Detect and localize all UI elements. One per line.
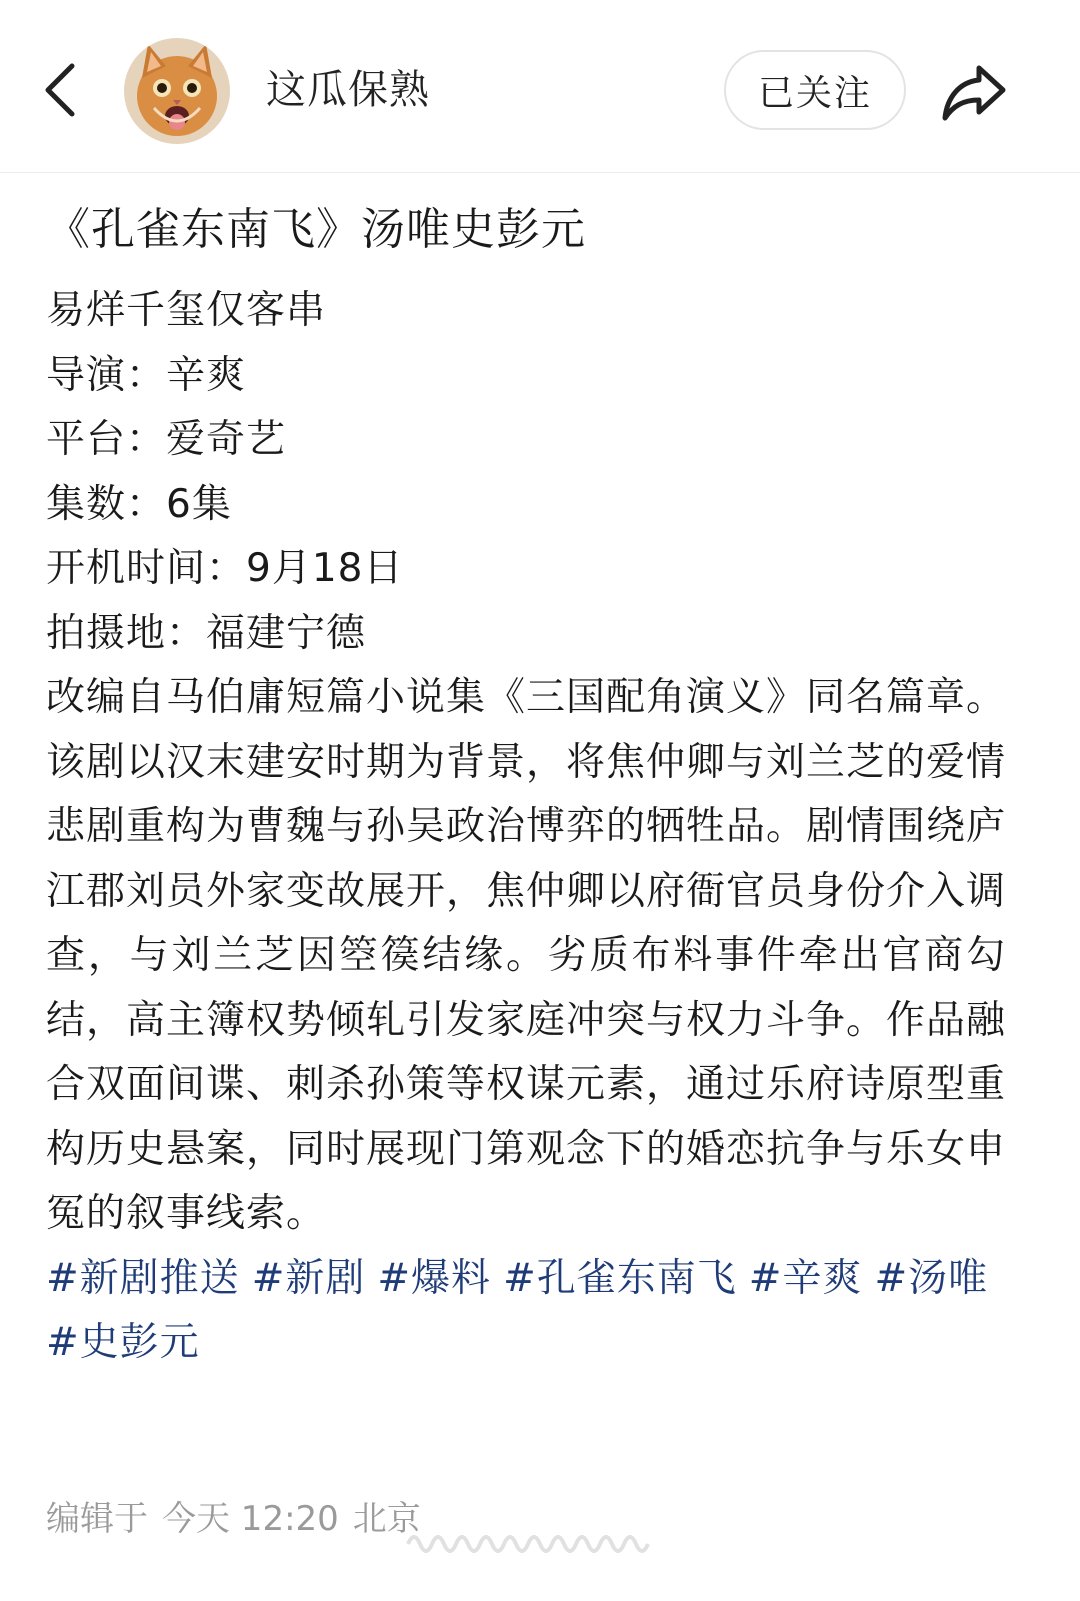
post-line-cameo: 易烊千玺仅客串 [46,288,327,333]
share-arrow-icon [939,60,1009,124]
watermark-scribble [404,1522,664,1562]
hashtag-list [46,1247,1006,1376]
hashtag-link[interactable]: #爆料 [377,1255,492,1301]
chevron-left-icon [40,60,80,120]
post-line-platform: 平台：爱奇艺 [46,417,287,462]
post-line-episodes: 集数：6集 [46,481,232,527]
edited-label: 编辑于 [46,1499,148,1539]
hashtag-link[interactable]: #辛爽 [748,1255,863,1301]
share-button[interactable] [934,52,1014,132]
hashtag-link[interactable]: #汤唯 [874,1255,989,1301]
hashtag-link[interactable]: #新剧推送 [46,1255,240,1301]
author-name[interactable]: 这瓜保熟 [266,67,430,113]
post-line-location: 拍摄地：福建宁德 [46,610,367,656]
post-line-director: 导演：辛爽 [46,352,247,398]
post-header [0,0,1080,173]
edit-location: 北京 [352,1499,421,1539]
hashtag-link[interactable]: #新剧 [251,1255,366,1301]
post-line-start-date: 开机时间：9月18日 [46,546,404,591]
edit-info [46,1494,435,1544]
following-button[interactable]: 已关注 [724,50,906,130]
cat-avatar-icon [124,38,230,144]
post-title: 《孔雀东南飞》汤唯史彭元 [46,204,586,255]
hashtag-link[interactable]: #史彭元 [46,1320,200,1365]
post-content [46,198,1006,1376]
post-body: 改编自马伯庸短篇小说集《三国配角演义》同名篇章。该剧以汉末建安时期为背景，将焦仲卿与刘兰芝的爱情悲剧重构为曹魏与孙吴政治博弈的牺牲品。剧情围绕庐江郡刘员外家变故展开，焦仲卿以府衙官员身份介入调查，与刘兰芝因箜篌结缘。劣质布料事件牵出官商勾结，高主簿权势倾轧引发家庭冲突与权力斗争。作品融合双面间谍、刺杀孙策等权谋元素，通过乐府诗原型重构历史悬案，同时展现门第观念下的婚恋抗争与乐女申冤的叙事线索。 [46,675,1007,1236]
edit-time: 今天 12:20 [162,1499,339,1539]
back-button[interactable] [30,55,90,125]
avatar[interactable] [124,38,230,144]
hashtag-link[interactable]: #孔雀东南飞 [503,1255,737,1301]
